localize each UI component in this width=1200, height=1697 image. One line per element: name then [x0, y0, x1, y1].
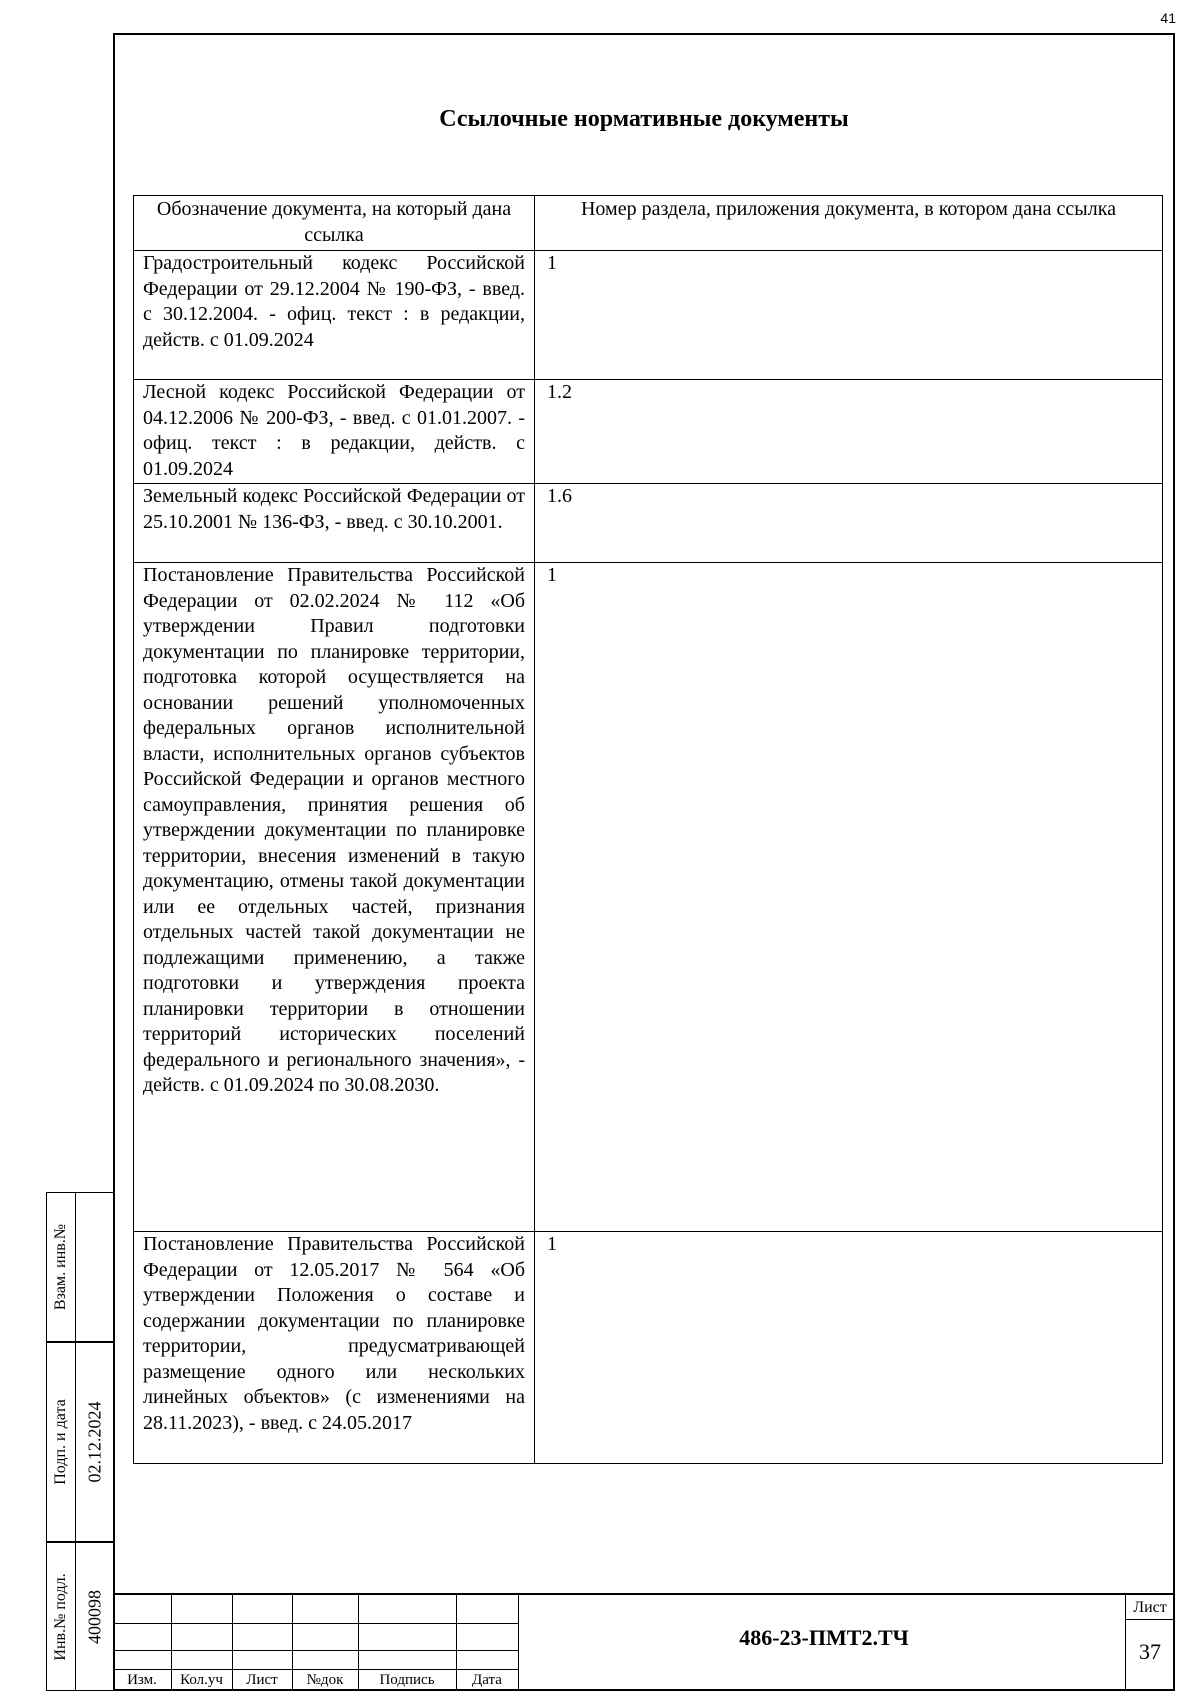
- document-cell: Постановление Правительства Российской Федерации от 12.05.2017 № 564 «Об утверждении Положения о составе и содержании документации по планировке территории, предусматривающей размещение одного или нескольких линейных объектов» (с изменениями на 28.11.2023), - введ. с 24.05.2017: [134, 1232, 535, 1464]
- sheet-number: 37: [1139, 1639, 1161, 1664]
- label-list: Лист: [246, 1672, 278, 1688]
- replaced-inv-label: Взам. инв.№: [52, 1223, 69, 1311]
- signature-date-label: Подп. и дата: [52, 1399, 69, 1485]
- original-inv-label: Инв.№ подл.: [52, 1572, 69, 1661]
- title-block: [113, 1593, 1175, 1691]
- section-cell: 1.6: [535, 484, 1163, 563]
- references-table: [133, 195, 1163, 1464]
- label-kol-uch: Кол.уч: [180, 1672, 223, 1688]
- table-row: [134, 1232, 1163, 1464]
- label-podpis: Подпись: [379, 1672, 435, 1688]
- document-code: 486-23-ПМТ2.ТЧ: [739, 1625, 909, 1650]
- side-stamp-original-inv: [46, 1542, 114, 1691]
- signature-date-value: 02.12.2024: [84, 1401, 105, 1483]
- table-row: [134, 380, 1163, 484]
- label-ndok: №док: [306, 1672, 344, 1688]
- page-title: Ссылочные нормативные документы: [439, 106, 849, 132]
- document-cell: Земельный кодекс Российской Федерации от 25.10.2001 № 136-ФЗ, - введ. с 30.10.2001.: [134, 484, 535, 563]
- section-cell: 1: [535, 563, 1163, 1232]
- page-number: 41: [1160, 10, 1176, 26]
- label-izm: Изм.: [127, 1672, 157, 1688]
- column-header-section: Номер раздела, приложения документа, в котором дана ссылка: [535, 196, 1163, 251]
- side-stamp-replaced-inv: [46, 1192, 114, 1342]
- section-cell: 1.2: [535, 380, 1163, 484]
- table-header-row: [134, 196, 1163, 251]
- table-row: [134, 563, 1163, 1232]
- document-cell: Постановление Правительства Российской Федерации от 02.02.2024 № 112 «Об утверждении Правил подготовки документации по планировке территории, подготовка которой осуществляется на основании решений уполномоченных федеральных органов исполнительной власти, исполнительных органов субъектов Российской Федерации и органов местного самоуправления, принятия решения об утверждении документации по планировке территории, внесения изменений в такую документацию, отмены такой документации или ее отдельных частей, признания отдельных частей такой документации не подлежащими применению, а также подготовки и утверждения проекта планировки территории в отношении территорий исторических поселений федерального и регионального значения», - действ. с 01.09.2024 по 30.08.2030.: [134, 563, 535, 1232]
- label-data: Дата: [472, 1672, 502, 1688]
- original-inv-value: 400098: [84, 1589, 105, 1644]
- document-cell: Градостроительный кодекс Российской Федерации от 29.12.2004 № 190-ФЗ, - введ. с 30.12.2004. - офиц. текст : в редакции, действ. с 01.09.2024: [134, 251, 535, 380]
- section-cell: 1: [535, 251, 1163, 380]
- document-cell: Лесной кодекс Российской Федерации от 04.12.2006 № 200-ФЗ, - введ. с 01.01.2007. - офиц. текст : в редакции, действ. с 01.09.2024: [134, 380, 535, 484]
- table-row: [134, 251, 1163, 380]
- section-cell: 1: [535, 1232, 1163, 1464]
- table-row: [134, 484, 1163, 563]
- column-header-document: Обозначение документа, на который дана ссылка: [134, 196, 535, 251]
- sheet-label: Лист: [1133, 1599, 1167, 1616]
- side-stamp-signature-date: [46, 1342, 114, 1542]
